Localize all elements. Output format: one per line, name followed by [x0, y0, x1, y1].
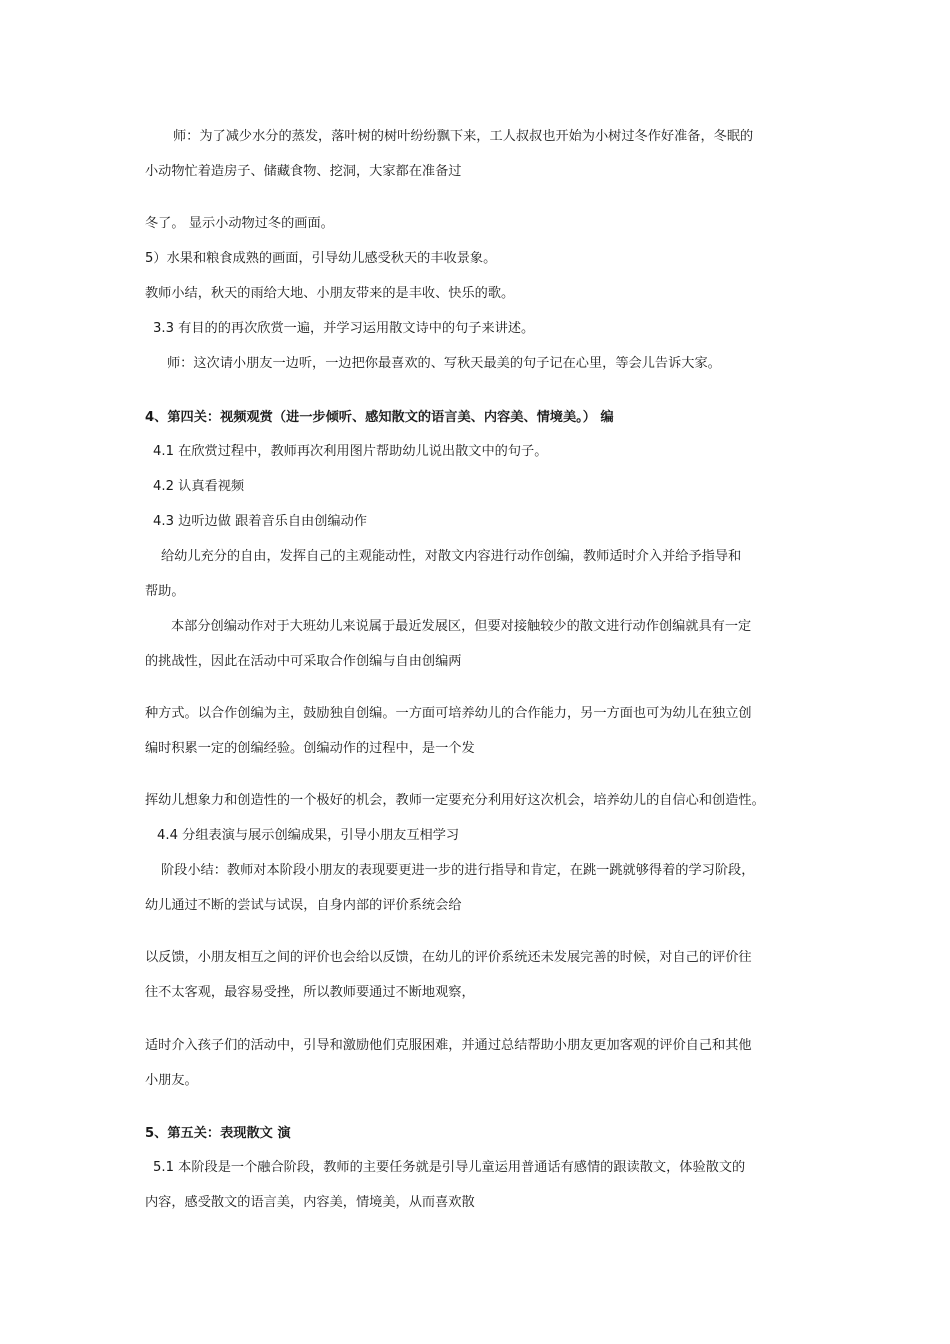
subsection-heading: 4.3 边听边做 跟着音乐自由创编动作	[153, 514, 367, 529]
paragraph-line: 的挑战性，因此在活动中可采取合作创编与自由创编两	[145, 654, 462, 669]
paragraph-line: 内容，感受散文的语言美，内容美，情境美，从而喜欢散	[145, 1195, 475, 1210]
subsection-heading: 5.1 本阶段是一个融合阶段，教师的主要任务就是引导儿童运用普通话有感情的跟读散文，体验散文的	[153, 1160, 746, 1175]
subsection-heading: 3.3 有目的的再次欣赏一遍，并学习运用散文诗中的句子来讲述。	[153, 321, 535, 336]
subsection-heading: 4.4 分组表演与展示创编成果，引导小朋友互相学习	[157, 828, 460, 843]
paragraph-line: 种方式。以合作创编为主，鼓励独自创编。一方面可培养幼儿的合作能力，另一方面也可为幼儿在独立创	[145, 706, 752, 721]
paragraph-line: 给幼儿充分的自由，发挥自己的主观能动性，对散文内容进行动作创编，教师适时介入并给予指导和	[161, 549, 742, 564]
paragraph-line: 师：这次请小朋友一边听，一边把你最喜欢的、写秋天最美的句子记在心里，等会儿告诉大家。	[167, 356, 721, 371]
paragraph-line: 适时介入孩子们的活动中，引导和激励他们克服困难，并通过总结帮助小朋友更加客观的评价自己和其他	[145, 1038, 752, 1053]
paragraph-line: 本部分创编动作对于大班幼儿来说属于最近发展区，但要对接触较少的散文进行动作创编就具有一定	[171, 619, 752, 634]
paragraph-line: 帮助。	[145, 584, 185, 599]
paragraph-line: 师：为了减少水分的蒸发，落叶树的树叶纷纷飘下来，工人叔叔也开始为小树过冬作好准备，冬眠的	[173, 129, 754, 144]
paragraph-line: 5）水果和粮食成熟的画面，引导幼儿感受秋天的丰收景象。	[145, 251, 497, 266]
paragraph-line: 编时积累一定的创编经验。创编动作的过程中，是一个发	[145, 741, 475, 756]
paragraph-line: 挥幼儿想象力和创造性的一个极好的机会，教师一定要充分利用好这次机会，培养幼儿的自信心和创造性。	[145, 793, 765, 808]
section-heading: 4、第四关：视频观赏（进一步倾听、感知散文的语言美、内容美、情境美。） 编	[145, 410, 614, 425]
subsection-heading: 4.1 在欣赏过程中，教师再次利用图片帮助幼儿说出散文中的句子。	[153, 444, 548, 459]
subsection-heading: 4.2 认真看视频	[153, 479, 245, 494]
section-heading: 5、第五关：表现散文 演	[145, 1126, 291, 1141]
paragraph-line: 教师小结，秋天的雨给大地、小朋友带来的是丰收、快乐的歌。	[145, 286, 515, 301]
paragraph-line: 以反馈，小朋友相互之间的评价也会给以反馈，在幼儿的评价系统还未发展完善的时候，对自己的评价往	[145, 950, 752, 965]
paragraph-line: 阶段小结：教师对本阶段小朋友的表现要更进一步的进行指导和肯定，在跳一跳就够得着的学习阶段，	[161, 863, 755, 878]
paragraph-line: 小动物忙着造房子、储藏食物、挖洞，大家都在准备过	[145, 164, 462, 179]
paragraph-line: 冬了。 显示小动物过冬的画面。	[145, 216, 334, 231]
paragraph-line: 小朋友。	[145, 1073, 198, 1088]
paragraph-line: 往不太客观，最容易受挫，所以教师要通过不断地观察，	[145, 985, 475, 1000]
paragraph-line: 幼儿通过不断的尝试与试误，自身内部的评价系统会给	[145, 898, 462, 913]
